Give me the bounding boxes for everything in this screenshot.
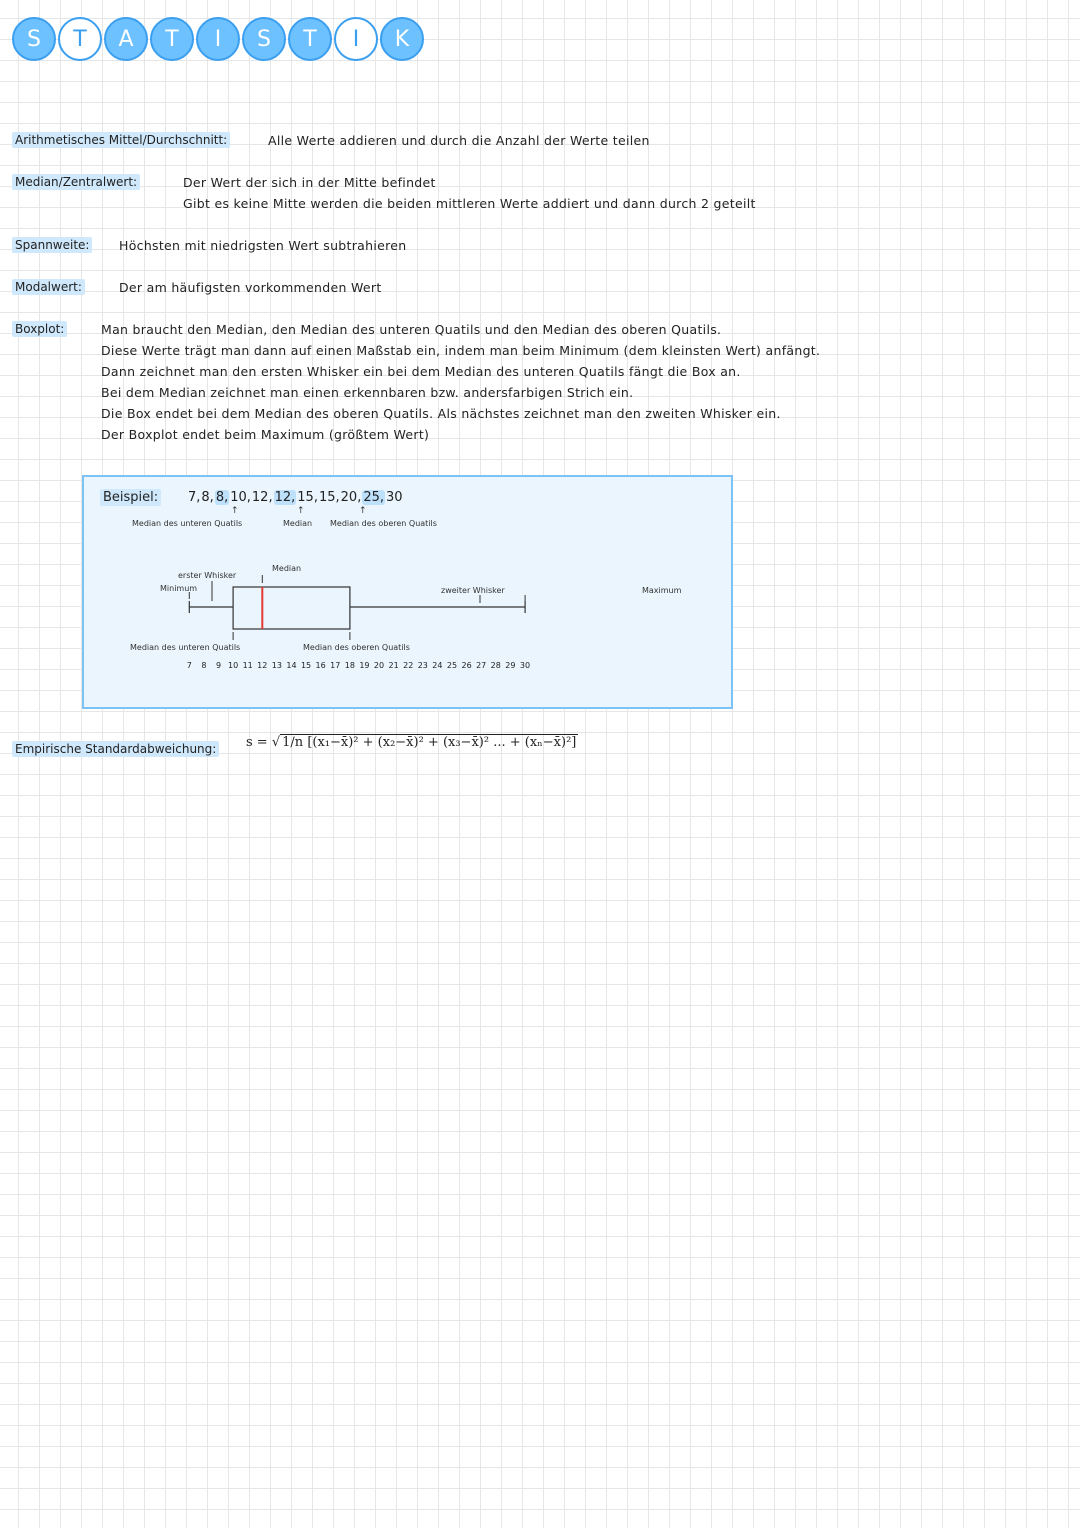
axis-tick-label: 12	[257, 661, 268, 670]
boxplot-axis	[182, 661, 532, 670]
arrow-up-icon: ↑	[297, 506, 305, 516]
example-box	[82, 475, 733, 709]
axis-tick-label: 30	[519, 661, 531, 670]
title-letter: T	[150, 17, 194, 61]
boxplot-line-3: Dann zeichnet man den ersten Whisker ein bei dem Median des unteren Quatils fängt die Box an.	[101, 364, 741, 379]
boxplot-line-2: Diese Werte trägt man dann auf einen Maßstab ein, indem man beim Minimum (dem kleinsten Wert) anfängt.	[101, 343, 821, 358]
boxplot-line-6: Der Boxplot endet beim Maximum (größtem Wert)	[101, 427, 430, 442]
arrow-up-icon: ↑	[359, 506, 367, 516]
example-label: Beispiel:	[100, 489, 161, 506]
title-letter: S	[12, 17, 56, 61]
example-value: 12,	[274, 490, 296, 505]
term-stddev: Empirische Standardabweichung:	[12, 741, 219, 757]
title-letter: K	[380, 17, 424, 61]
formula-body: [(x₁−x̄)² + (x₂−x̄)² + (x₃−x̄)² ... + (xₙ−x̄)²]	[307, 735, 577, 750]
axis-tick-label: 7	[186, 661, 192, 670]
page-title	[12, 17, 424, 61]
title-letter: S	[242, 17, 286, 61]
term-mode: Modalwert:	[12, 279, 85, 295]
title-letter: I	[196, 17, 240, 61]
axis-tick-label: 25	[446, 661, 458, 670]
axis-tick-label: 28	[490, 661, 501, 670]
axis-tick-label: 11	[242, 661, 253, 670]
axis-tick-label: 19	[359, 661, 370, 670]
example-value: 20,	[340, 490, 362, 505]
formula-fraction: 1/n	[282, 735, 304, 750]
axis-tick-label: 27	[476, 661, 487, 670]
axis-tick-label: 22	[403, 661, 414, 670]
axis-tick-label: 9	[215, 661, 222, 670]
label-plot-upper-quartile: Median des oberen Quatils	[303, 643, 410, 652]
example-value: 30	[386, 490, 403, 505]
axis-tick-label: 10	[227, 661, 239, 670]
axis-tick-label: 16	[315, 661, 326, 670]
box	[233, 587, 350, 629]
axis-tick-label: 13	[271, 661, 282, 670]
boxplot-line-1: Man braucht den Median, den Median des unteren Quatils und den Median des oberen Quatils.	[101, 322, 722, 337]
term-boxplot: Boxplot:	[12, 321, 67, 337]
title-letter: I	[334, 17, 378, 61]
label-maximum: Maximum	[642, 586, 682, 595]
axis-tick-label: 29	[505, 661, 516, 670]
axis-tick-label: 23	[417, 661, 428, 670]
example-value: 8,	[215, 490, 229, 505]
axis-tick-label: 14	[286, 661, 297, 670]
mode-definition: Der am häufigsten vorkommenden Wert	[119, 280, 382, 295]
title-letter: A	[104, 17, 148, 61]
example-value: 15,	[297, 490, 318, 505]
example-value: 12,	[251, 490, 273, 505]
label-minimum: Minimum	[160, 584, 198, 593]
title-letter: T	[288, 17, 332, 61]
label-plot-lower-quartile: Median des unteren Quatils	[130, 643, 241, 652]
label-upper-quartile: Median des oberen Quatils	[330, 519, 437, 528]
term-median: Median/Zentralwert:	[12, 174, 140, 190]
term-mean: Arithmetisches Mittel/Durchschnitt:	[12, 132, 230, 148]
label-plot-median: Median	[272, 564, 302, 573]
axis-tick-label: 20	[373, 661, 385, 670]
axis-tick-label: 24	[432, 661, 443, 670]
formula-lhs: s =	[246, 735, 268, 750]
title-letter: T	[58, 17, 102, 61]
label-first-whisker: erster Whisker	[178, 571, 237, 580]
axis-tick-label: 21	[388, 661, 399, 670]
example-value: 15,	[318, 490, 340, 505]
example-value: 25,	[363, 490, 385, 505]
axis-tick-label: 18	[344, 661, 355, 670]
example-value: 7,	[188, 490, 201, 505]
boxplot-chart	[84, 477, 731, 707]
stddev-formula	[246, 735, 578, 750]
axis-tick-label: 8	[201, 661, 207, 670]
sqrt-icon: √	[271, 735, 281, 750]
median-definition-line2: Gibt es keine Mitte werden die beiden mittleren Werte addiert und dann durch 2 geteilt	[183, 196, 756, 211]
boxplot-line-5: Die Box endet bei dem Median des oberen Quatils. Als nächstes zeichnet man den zweiten Whisker ein.	[101, 406, 781, 421]
example-value: 10,	[230, 490, 251, 505]
axis-tick-label: 26	[461, 661, 472, 670]
axis-tick-label: 15	[300, 661, 312, 670]
axis-tick-label: 17	[330, 661, 341, 670]
boxplot-line-4: Bei dem Median zeichnet man einen erkennbaren bzw. andersfarbigen Strich ein.	[101, 385, 634, 400]
range-definition: Höchsten mit niedrigsten Wert subtrahieren	[119, 238, 407, 253]
median-definition-line1: Der Wert der sich in der Mitte befindet	[183, 175, 436, 190]
label-lower-quartile: Median des unteren Quatils	[132, 519, 243, 528]
mean-definition: Alle Werte addieren und durch die Anzahl der Werte teilen	[268, 133, 650, 148]
arrow-up-icon: ↑	[231, 506, 239, 516]
term-range: Spannweite:	[12, 237, 92, 253]
label-median: Median	[283, 519, 313, 528]
example-value: 8,	[201, 490, 214, 505]
label-second-whisker: zweiter Whisker	[441, 586, 505, 595]
